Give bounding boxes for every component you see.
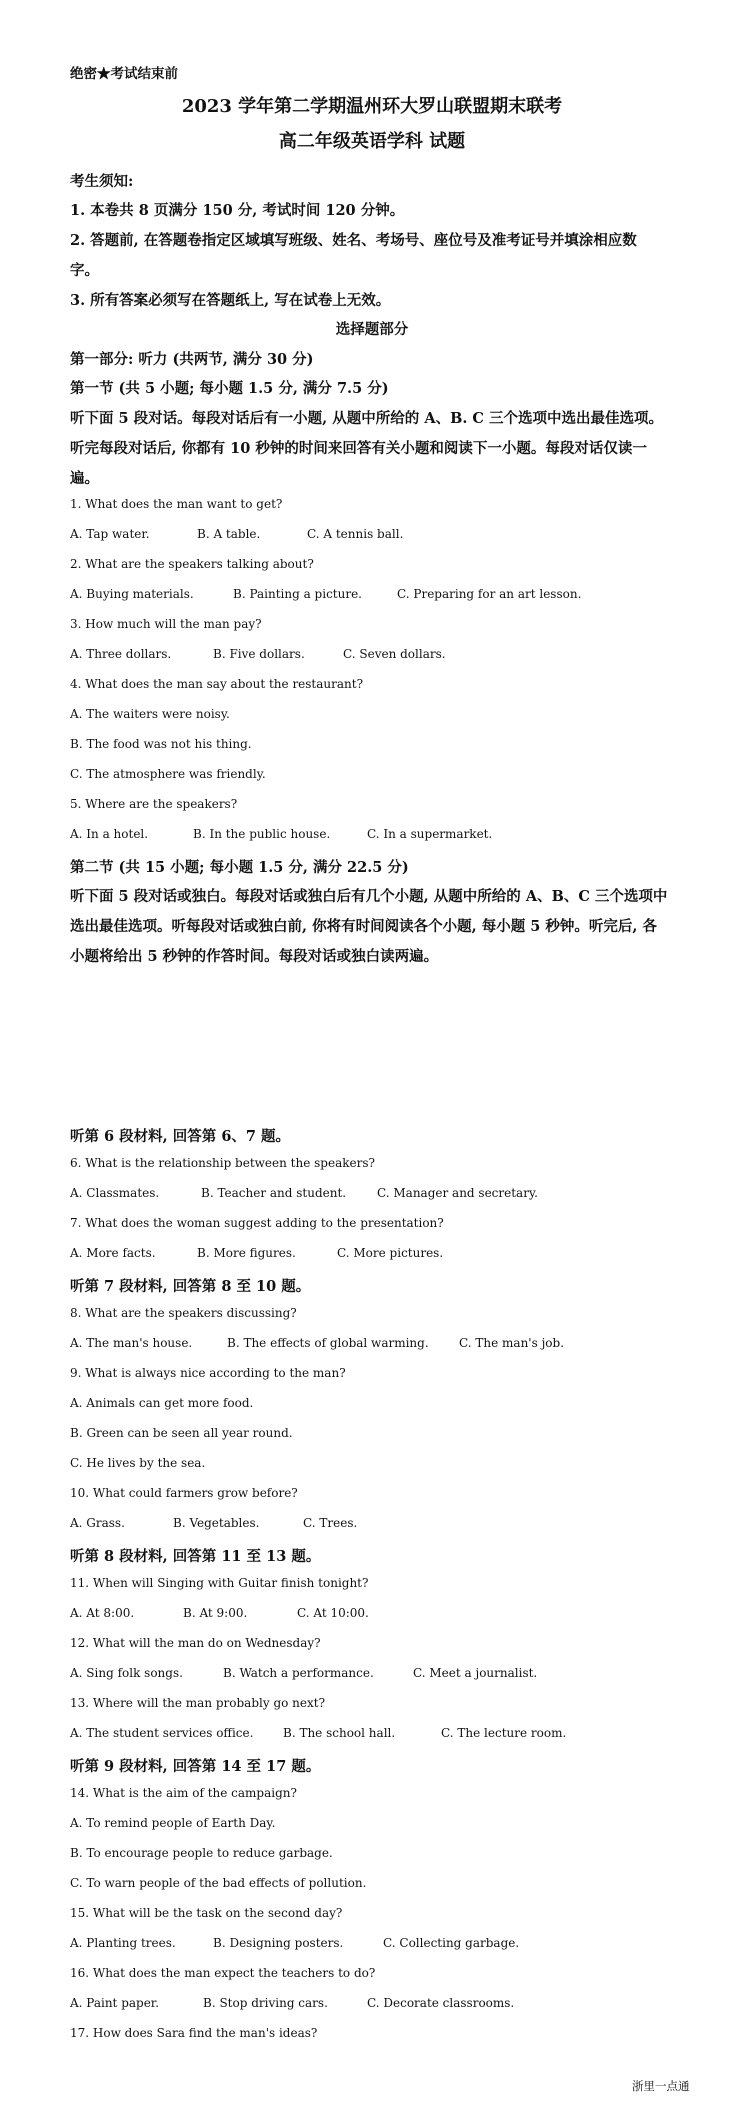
question-17-stem: 17. How does Sara find the man's ideas? [70, 2026, 318, 2040]
option-b: B. The school hall. [283, 1726, 396, 1740]
exam-title: 2023 学年第二学期温州环大罗山联盟期末联考 [181, 96, 563, 117]
option-b: B. Five dollars. [213, 647, 305, 661]
option-b: B. At 9:00. [183, 1606, 248, 1620]
question-12-stem: 12. What will the man do on Wednesday? [70, 1636, 321, 1650]
option-c: C. More pictures. [337, 1246, 444, 1260]
material-6-heading: 听第 6 段材料, 回答第 6、7 题。 [70, 1128, 291, 1145]
sec2-instruction-2: 选出最佳选项。听每段对话或独白前, 你将有时间阅读各个小题, 每小题 5 秒钟。听完后, 各 [70, 918, 657, 935]
option-c: C. Seven dollars. [343, 647, 446, 661]
option-c: C. Trees. [303, 1516, 358, 1530]
section-title: 选择题部分 [335, 321, 409, 338]
question-10-options [70, 1516, 710, 1536]
sec1-instruction-2: 听完每段对话后, 你都有 10 秒钟的时间来回答有关小题和阅读下一小题。每段对话仅读一 [70, 440, 647, 457]
option-c: C. Preparing for an art lesson. [397, 587, 582, 601]
material-7-heading: 听第 7 段材料, 回答第 8 至 10 题。 [70, 1278, 311, 1295]
option-a: A. At 8:00. [70, 1606, 135, 1620]
question-11-stem: 11. When will Singing with Guitar finish tonight? [70, 1576, 369, 1590]
question-14-stem: 14. What is the aim of the campaign? [70, 1786, 297, 1800]
question-16-stem: 16. What does the man expect the teachers to do? [70, 1966, 376, 1980]
sec2-instruction-3: 小题将给出 5 秒钟的作答时间。每段对话或独白读两遍。 [70, 948, 439, 965]
option-b: B. Teacher and student. [201, 1186, 347, 1200]
option-a: A. More facts. [70, 1246, 156, 1260]
question-15-stem: 15. What will be the task on the second day? [70, 1906, 343, 1920]
question-14-option-a: A. To remind people of Earth Day. [70, 1816, 276, 1830]
question-14-option-b: B. To encourage people to reduce garbage. [70, 1846, 333, 1860]
question-3-stem: 3. How much will the man pay? [70, 617, 262, 631]
option-a: A. The student services office. [70, 1726, 254, 1740]
option-c: C. The man's job. [459, 1336, 565, 1350]
notice-heading: 考生须知: [70, 173, 134, 190]
sec1-instruction: 听下面 5 段对话。每段对话后有一小题, 从题中所给的 A、B. C 三个选项中选出最佳选项。 [70, 410, 664, 427]
option-c: C. At 10:00. [297, 1606, 369, 1620]
option-a: A. Tap water. [70, 527, 150, 541]
option-b: B. In the public house. [193, 827, 331, 841]
option-a: A. Grass. [70, 1516, 125, 1530]
question-15-options [70, 1936, 710, 1956]
question-5-stem: 5. Where are the speakers? [70, 797, 238, 811]
sec2-instruction: 听下面 5 段对话或独白。每段对话或独白后有几个小题, 从题中所给的 A、B、C 三个选项中 [70, 888, 668, 905]
part1-heading: 第一部分: 听力 (共两节, 满分 30 分) [70, 351, 314, 368]
notice-item-2-cont: 字。 [70, 262, 99, 279]
option-a: A. Planting trees. [70, 1936, 176, 1950]
material-8-heading: 听第 8 段材料, 回答第 11 至 13 题。 [70, 1548, 321, 1565]
option-b: B. Watch a performance. [223, 1666, 374, 1680]
option-a: A. Sing folk songs. [70, 1666, 183, 1680]
option-b: B. A table. [197, 527, 261, 541]
exam-subtitle: 高二年级英语学科 试题 [278, 131, 466, 152]
question-9-stem: 9. What is always nice according to the man? [70, 1366, 346, 1380]
option-c: C. Decorate classrooms. [367, 1996, 515, 2010]
question-9-option-b: B. Green can be seen all year round. [70, 1426, 293, 1440]
question-2-options [70, 587, 710, 607]
question-13-stem: 13. Where will the man probably go next? [70, 1696, 326, 1710]
question-10-stem: 10. What could farmers grow before? [70, 1486, 298, 1500]
question-4-stem: 4. What does the man say about the restaurant? [70, 677, 364, 691]
option-a: A. Three dollars. [70, 647, 172, 661]
option-b: B. Vegetables. [173, 1516, 260, 1530]
option-c: C. A tennis ball. [307, 527, 404, 541]
option-a: A. Buying materials. [70, 587, 194, 601]
option-c: C. Collecting garbage. [383, 1936, 520, 1950]
secret-label: 绝密★考试结束前 [70, 66, 178, 82]
question-16-options [70, 1996, 710, 2016]
notice-item-1: 1. 本卷共 8 页满分 150 分, 考试时间 120 分钟。 [70, 202, 405, 219]
sec2-heading: 第二节 (共 15 小题; 每小题 1.5 分, 满分 22.5 分) [70, 859, 409, 876]
question-4-option-c: C. The atmosphere was friendly. [70, 767, 266, 781]
material-9-heading: 听第 9 段材料, 回答第 14 至 17 题。 [70, 1758, 321, 1775]
option-c: C. In a supermarket. [367, 827, 493, 841]
option-a: A. The man's house. [70, 1336, 193, 1350]
question-12-options [70, 1666, 710, 1686]
option-c: C. Manager and secretary. [377, 1186, 538, 1200]
option-c: C. The lecture room. [441, 1726, 567, 1740]
question-1-stem: 1. What does the man want to get? [70, 497, 283, 511]
question-6-stem: 6. What is the relationship between the speakers? [70, 1156, 375, 1170]
question-11-options [70, 1606, 710, 1626]
question-3-options [70, 647, 710, 667]
option-a: A. In a hotel. [70, 827, 149, 841]
option-b: B. The effects of global warming. [227, 1336, 429, 1350]
question-14-option-c: C. To warn people of the bad effects of pollution. [70, 1876, 367, 1890]
question-9-option-c: C. He lives by the sea. [70, 1456, 206, 1470]
question-4-option-b: B. The food was not his thing. [70, 737, 252, 751]
question-1-options [70, 527, 710, 547]
option-b: B. More figures. [197, 1246, 296, 1260]
question-7-options [70, 1246, 710, 1266]
question-6-options [70, 1186, 710, 1206]
question-8-options [70, 1336, 710, 1356]
notice-item-2: 2. 答题前, 在答题卷指定区域填写班级、姓名、考场号、座位号及准考证号并填涂相应数 [70, 232, 637, 249]
footer-watermark: 浙里一点通 [632, 2079, 690, 2093]
sec1-heading: 第一节 (共 5 小题; 每小题 1.5 分, 满分 7.5 分) [70, 380, 389, 397]
option-a: A. Classmates. [70, 1186, 160, 1200]
option-a: A. Paint paper. [70, 1996, 160, 2010]
question-5-options [70, 827, 710, 847]
question-4-option-a: A. The waiters were noisy. [70, 707, 230, 721]
option-b: B. Stop driving cars. [203, 1996, 328, 2010]
question-2-stem: 2. What are the speakers talking about? [70, 557, 314, 571]
sec1-instruction-3: 遍。 [70, 470, 99, 487]
question-8-stem: 8. What are the speakers discussing? [70, 1306, 297, 1320]
option-b: B. Designing posters. [213, 1936, 344, 1950]
question-7-stem: 7. What does the woman suggest adding to the presentation? [70, 1216, 444, 1230]
notice-item-3: 3. 所有答案必须写在答题纸上, 写在试卷上无效。 [70, 292, 391, 309]
question-9-option-a: A. Animals can get more food. [70, 1396, 254, 1410]
option-c: C. Meet a journalist. [413, 1666, 538, 1680]
question-13-options [70, 1726, 710, 1746]
option-b: B. Painting a picture. [233, 587, 362, 601]
